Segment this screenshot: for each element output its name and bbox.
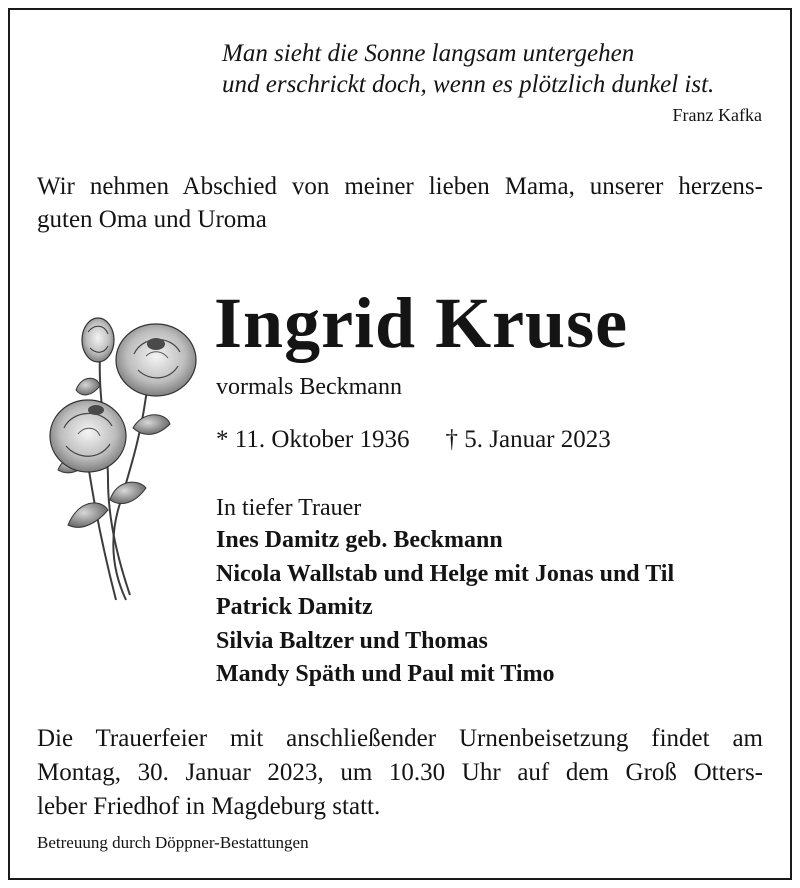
funeral-details [37, 722, 763, 824]
quote-line-2: und erschrickt doch, wenn es plötzlich dunkel ist. [222, 71, 715, 98]
death-date: † 5. Januar 2023 [445, 426, 611, 453]
intro-line-1: Wir nehmen Abschied von meiner lieben Mama, unserer herzens- [37, 173, 763, 200]
deceased-name: Ingrid Kruse [214, 283, 629, 363]
quote-line-1: Man sieht die Sonne langsam untergehen [222, 40, 635, 67]
maiden-name: vormals Beckmann [216, 374, 402, 400]
roses-illustration-icon [38, 310, 208, 610]
funeral-line-1: Die Trauerfeier mit anschließender Urnenbeisetzung findet am [37, 725, 763, 752]
farewell-intro [37, 170, 763, 236]
quote-author: Franz Kafka [672, 105, 762, 125]
mourners-block [216, 492, 674, 692]
life-dates [216, 426, 611, 454]
funeral-line-2: Montag, 30. Januar 2023, um 10.30 Uhr auf dem Groß Otters- [37, 759, 763, 786]
mourner-name: Nicola Wallstab und Helge mit Jonas und Til [216, 560, 675, 587]
mourner-name: Mandy Späth und Paul mit Timo [216, 661, 555, 687]
mourner-name: Ines Damitz geb. Beckmann [216, 527, 503, 553]
obituary-card [8, 8, 792, 880]
mourner-name: Patrick Damitz [216, 594, 373, 620]
kafka-quote [222, 38, 714, 100]
birth-date: * 11. Oktober 1936 [216, 426, 410, 453]
intro-line-2: guten Oma und Uroma [37, 206, 267, 233]
mourners-lead: In tiefer Trauer [216, 495, 362, 521]
mourner-name: Silvia Baltzer und Thomas [216, 627, 488, 654]
funeral-line-3: leber Friedhof in Magdeburg statt. [37, 793, 381, 820]
undertaker-note: Betreuung durch Döppner-Bestattungen [37, 833, 309, 852]
